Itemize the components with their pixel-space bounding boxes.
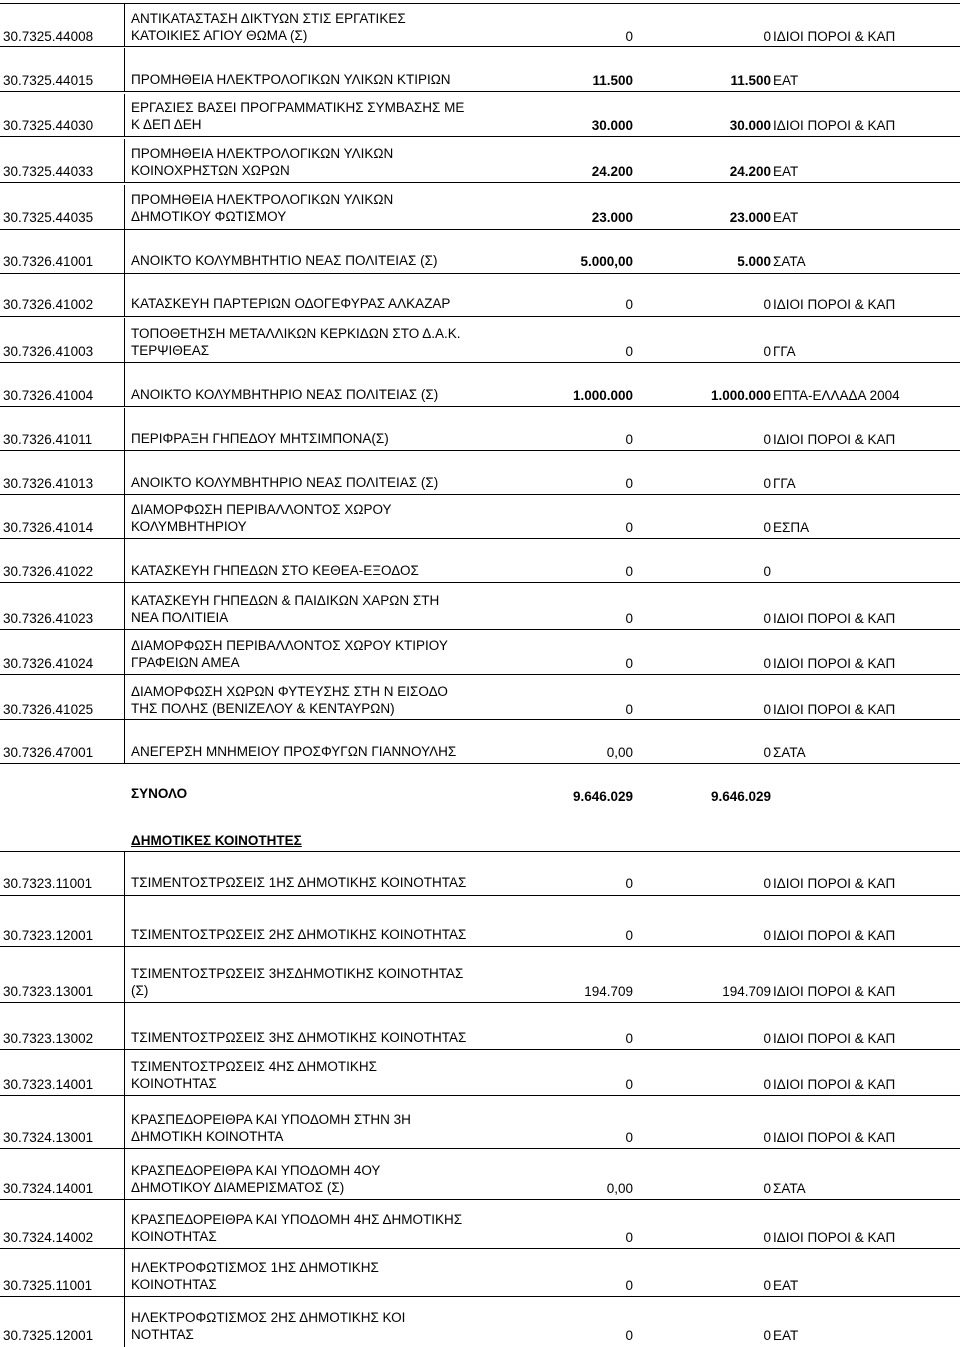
description-line: ΚΟΙΝΟΧΡΗΣΤΩΝ ΧΩΡΩΝ — [131, 163, 290, 178]
description-line: ΔΗΜΟΤΙΚΟΥ ΔΙΑΜΕΡΙΣΜΑΤΟΣ (Σ) — [131, 1180, 345, 1195]
account-code: 30.7325.44015 — [3, 73, 94, 88]
description-line: ΚΡΑΣΠΕΔΟΡΕΙΘΡΑ ΚΑΙ ΥΠΟΔΟΜΗ 4ΗΣ ΔΗΜΟΤΙΚΗΣ — [131, 1212, 463, 1227]
amount-2: 0 — [763, 1130, 771, 1145]
description-line: ΠΡΟΜΗΘΕΙΑ ΗΛΕΚΤΡΟΛΟΓΙΚΩΝ ΥΛΙΚΩΝ — [131, 146, 394, 161]
funding-source: ΕΣΠΑ — [773, 520, 810, 535]
funding-source: ΙΔΙΟΙ ΠΟΡΟΙ & ΚΑΠ — [773, 928, 896, 943]
description-line: ΤΣΙΜΕΝΤΟΣΤΡΩΣΕΙΣ 4ΗΣ ΔΗΜΟΤΙΚΗΣ — [131, 1059, 377, 1074]
description-line: ΤΣΙΜΕΝΤΟΣΤΡΩΣΕΙΣ 1ΗΣ ΔΗΜΟΤΙΚΗΣ ΚΟΙΝΟΤΗΤΑΣ — [131, 875, 467, 890]
description-line: ΤΗΣ ΠΟΛΗΣ (ΒΕΝΙΖΕΛΟΥ & ΚΕΝΤΑΥΡΩΝ) — [131, 701, 395, 716]
amount-2: 0 — [763, 1230, 771, 1245]
funding-source: ΓΓΑ — [773, 344, 796, 359]
amount-1: 5.000,00 — [580, 254, 633, 269]
amount-1: 1.000.000 — [572, 388, 633, 403]
amount-1: 0 — [625, 29, 633, 44]
description-line: ΤΣΙΜΕΝΤΟΣΤΡΩΣΕΙΣ 2ΗΣ ΔΗΜΟΤΙΚΗΣ ΚΟΙΝΟΤΗΤΑΣ — [131, 927, 467, 942]
amount-1: 0 — [625, 1328, 633, 1343]
funding-source: ΙΔΙΟΙ ΠΟΡΟΙ & ΚΑΠ — [773, 297, 896, 312]
funding-source: ΙΔΙΟΙ ΠΟΡΟΙ & ΚΑΠ — [773, 876, 896, 891]
description-line: ΑΝΕΓΕΡΣΗ ΜΝΗΜΕΙΟΥ ΠΡΟΣΦΥΓΩΝ ΓΙΑΝΝΟΥΛΗΣ — [131, 744, 457, 759]
amount-1: 0 — [625, 1278, 633, 1293]
amount-2: 0 — [763, 29, 771, 44]
description-line: ΠΕΡΙΦΡΑΞΗ ΓΗΠΕΔΟΥ ΜΗΤΣΙΜΠΟΝΑ(Σ) — [131, 431, 389, 446]
account-code: 30.7323.11001 — [3, 876, 93, 891]
description-line: ΠΡΟΜΗΘΕΙΑ ΗΛΕΚΤΡΟΛΟΓΙΚΩΝ ΥΛΙΚΩΝ ΚΤΙΡΙΩΝ — [131, 72, 451, 87]
amount-2: 0 — [763, 611, 771, 626]
description-line: ΚΑΤΑΣΚΕΥΗ ΠΑΡΤΕΡΙΩΝ ΟΔΟΓΕΦΥΡΑΣ ΑΛΚΑΖΑΡ — [131, 296, 451, 311]
funding-source: ΙΔΙΟΙ ΠΟΡΟΙ & ΚΑΠ — [773, 118, 896, 133]
account-code: 30.7326.41001 — [3, 254, 94, 269]
description-line: (Σ) — [131, 983, 149, 998]
description-line: ΝΟΤΗΤΑΣ — [131, 1327, 194, 1342]
description-line: ΤΟΠΟΘΕΤΗΣΗ ΜΕΤΑΛΛΙΚΩΝ ΚΕΡΚΙΔΩΝ ΣΤΟ Δ.Α.Κ. — [131, 326, 461, 341]
amount-2: 0 — [763, 702, 771, 717]
amount-2: 194.709 — [722, 984, 771, 999]
account-code: 30.7326.41013 — [3, 476, 94, 491]
account-code: 30.7326.41014 — [3, 520, 94, 535]
description-line: ΚΑΤΑΣΚΕΥΗ ΓΗΠΕΔΩΝ ΣΤΟ ΚΕΘΕΑ-ΕΞΟΔΟΣ — [131, 563, 419, 578]
amount-2: 0 — [763, 1328, 771, 1343]
amount-1: 23.000 — [591, 210, 633, 225]
funding-source: ΙΔΙΟΙ ΠΟΡΟΙ & ΚΑΠ — [773, 1230, 896, 1245]
description-line: ΚΟΙΝΟΤΗΤΑΣ — [131, 1277, 217, 1292]
description-line: ΤΕΡΨΙΘΕΑΣ — [131, 343, 210, 358]
description-line: ΠΡΟΜΗΘΕΙΑ ΗΛΕΚΤΡΟΛΟΓΙΚΩΝ ΥΛΙΚΩΝ — [131, 192, 394, 207]
amount-2: 0 — [763, 928, 771, 943]
description-line: ΑΝΟΙΚΤΟ ΚΟΛΥΜΒΗΤΗΡΙΟ ΝΕΑΣ ΠΟΛΙΤΕΙΑΣ (Σ) — [131, 387, 439, 402]
description-line: ΔΗΜΟΤΙΚΗ ΚΟΙΝΟΤΗΤΑ — [131, 1129, 284, 1144]
account-code: 30.7325.44030 — [3, 118, 94, 133]
funding-source: ΕΑΤ — [773, 1328, 799, 1343]
amount-2: 1.000.000 — [710, 388, 771, 403]
amount-1: 11.500 — [592, 73, 633, 88]
description-line: ΚΡΑΣΠΕΔΟΡΕΙΘΡΑ ΚΑΙ ΥΠΟΔΟΜΗ 4ΟΥ — [131, 1163, 381, 1178]
description-line: ΑΝΟΙΚΤΟ ΚΟΛΥΜΒΗΤΗΡΙΟ ΝΕΑΣ ΠΟΛΙΤΕΙΑΣ (Σ) — [131, 475, 439, 490]
description-line: ΗΛΕΚΤΡΟΦΩΤΙΣΜΟΣ 2ΗΣ ΔΗΜΟΤΙΚΗΣ ΚΟΙ — [131, 1310, 406, 1325]
funding-source: ΙΔΙΟΙ ΠΟΡΟΙ & ΚΑΠ — [773, 1077, 896, 1092]
amount-1: 0 — [625, 476, 633, 491]
account-code: 30.7326.41003 — [3, 344, 94, 359]
account-code: 30.7325.11001 — [3, 1278, 93, 1293]
description-line: ΑΝΟΙΚΤΟ ΚΟΛΥΜΒΗΤΗΤΙΟ ΝΕΑΣ ΠΟΛΙΤΕΙΑΣ (Σ) — [131, 253, 438, 268]
account-code: 30.7325.44008 — [3, 29, 94, 44]
amount-1: 0 — [625, 1130, 633, 1145]
description-line: ΚΡΑΣΠΕΔΟΡΕΙΘΡΑ ΚΑΙ ΥΠΟΔΟΜΗ ΣΤΗΝ 3Η — [131, 1112, 411, 1127]
amount-2: 0 — [763, 745, 771, 760]
amount-1: 0 — [625, 1077, 633, 1092]
description-line: ΚΑΤΑΣΚΕΥΗ ΓΗΠΕΔΩΝ & ΠΑΙΔΙΚΩΝ ΧΑΡΩΝ ΣΤΗ — [131, 593, 440, 608]
account-code: 30.7326.41022 — [3, 564, 94, 579]
funding-source: ΕΑΤ — [773, 73, 799, 88]
amount-1: 0 — [625, 1031, 633, 1046]
account-code: 30.7326.41004 — [3, 388, 94, 403]
amount-1: 0 — [625, 344, 633, 359]
funding-source: ΣΑΤΑ — [773, 745, 806, 760]
amount-1: 0 — [625, 702, 633, 717]
amount-2: 0 — [763, 876, 771, 891]
funding-source: ΙΔΙΟΙ ΠΟΡΟΙ & ΚΑΠ — [773, 702, 896, 717]
account-code: 30.7323.14001 — [3, 1077, 94, 1092]
description-line: ΓΡΑΦΕΙΩΝ ΑΜΕΑ — [131, 655, 240, 670]
description-line: ΚΟΛΥΜΒΗΤΗΡΙΟΥ — [131, 519, 247, 534]
funding-source: ΕΑΤ — [773, 164, 799, 179]
amount-2: 0 — [763, 432, 771, 447]
account-code: 30.7323.12001 — [3, 928, 94, 943]
account-code: 30.7325.44033 — [3, 164, 94, 179]
total-value-1: 9.646.029 — [572, 789, 633, 804]
funding-source: ΙΔΙΟΙ ΠΟΡΟΙ & ΚΑΠ — [773, 1130, 896, 1145]
amount-1: 0 — [625, 611, 633, 626]
amount-2: 0 — [763, 1278, 771, 1293]
funding-source: ΙΔΙΟΙ ΠΟΡΟΙ & ΚΑΠ — [773, 611, 896, 626]
funding-source: ΙΔΙΟΙ ΠΟΡΟΙ & ΚΑΠ — [773, 1031, 896, 1046]
description-line: ΤΣΙΜΕΝΤΟΣΤΡΩΣΕΙΣ 3ΗΣ ΔΗΜΟΤΙΚΗΣ ΚΟΙΝΟΤΗΤΑΣ — [131, 1030, 467, 1045]
amount-2: 0 — [763, 564, 771, 579]
amount-2: 0 — [763, 1181, 771, 1196]
account-code: 30.7326.41024 — [3, 656, 94, 671]
account-code: 30.7323.13001 — [3, 984, 94, 999]
description-line: ΚΑΤΟΙΚΙΕΣ ΑΓΙΟΥ ΘΩΜΑ (Σ) — [131, 28, 308, 43]
account-code: 30.7326.47001 — [3, 745, 94, 760]
amount-2: 30.000 — [729, 118, 771, 133]
funding-source: ΙΔΙΟΙ ΠΟΡΟΙ & ΚΑΠ — [773, 432, 896, 447]
amount-1: 0 — [625, 876, 633, 891]
funding-source: ΣΑΤΑ — [773, 254, 806, 269]
funding-source: ΕΑΤ — [773, 210, 799, 225]
amount-1: 24.200 — [591, 164, 633, 179]
amount-2: 0 — [763, 344, 771, 359]
amount-1: 0 — [625, 656, 633, 671]
description-line: ΗΛΕΚΤΡΟΦΩΤΙΣΜΟΣ 1ΗΣ ΔΗΜΟΤΙΚΗΣ — [131, 1260, 379, 1275]
funding-source: ΙΔΙΟΙ ΠΟΡΟΙ & ΚΑΠ — [773, 29, 896, 44]
description-line: ΔΙΑΜΟΡΦΩΣΗ ΧΩΡΩΝ ΦΥΤΕΥΣΗΣ ΣΤΗ Ν ΕΙΣΟΔΟ — [131, 684, 448, 699]
account-code: 30.7324.14002 — [3, 1230, 94, 1245]
amount-1: 0 — [625, 1230, 633, 1245]
funding-source: ΓΓΑ — [773, 476, 796, 491]
funding-source: ΣΑΤΑ — [773, 1181, 806, 1196]
amount-2: 11.500 — [730, 73, 771, 88]
description-line: ΔΗΜΟΤΙΚΟΥ ΦΩΤΙΣΜΟΥ — [131, 209, 287, 224]
amount-1: 30.000 — [591, 118, 633, 133]
section-heading: ΔΗΜΟΤΙΚΕΣ ΚΟΙΝΟΤΗΤΕΣ — [131, 833, 302, 848]
amount-2: 0 — [763, 476, 771, 491]
description-line: ΕΡΓΑΣΙΕΣ ΒΑΣΕΙ ΠΡΟΓΡΑΜΜΑΤΙΚΗΣ ΣΥΜΒΑΣΗΣ ΜΕ — [131, 100, 465, 115]
description-line: ΔΙΑΜΟΡΦΩΣΗ ΠΕΡΙΒΑΛΛΟΝΤΟΣ ΧΩΡΟΥ ΚΤΙΡΙΟΥ — [131, 638, 448, 653]
amount-2: 5.000 — [737, 254, 771, 269]
project-description — [131, 1309, 405, 1343]
description-line: ΚΟΙΝΟΤΗΤΑΣ — [131, 1076, 217, 1091]
account-code: 30.7326.41002 — [3, 297, 94, 312]
description-line: ΤΣΙΜΕΝΤΟΣΤΡΩΣΕΙΣ 3ΗΣΔΗΜΟΤΙΚΗΣ ΚΟΙΝΟΤΗΤΑΣ — [131, 966, 464, 981]
account-code: 30.7324.13001 — [3, 1130, 94, 1145]
funding-source: ΙΔΙΟΙ ΠΟΡΟΙ & ΚΑΠ — [773, 984, 896, 999]
amount-1: 0,00 — [606, 1181, 633, 1196]
description-line: ΝΕΑ ΠΟΛΙΤΙΕΙΑ — [131, 610, 229, 625]
amount-2: 0 — [763, 520, 771, 535]
account-code: 30.7326.41025 — [3, 702, 94, 717]
amount-1: 0 — [625, 432, 633, 447]
amount-2: 0 — [763, 297, 771, 312]
amount-1: 194.709 — [584, 984, 633, 999]
description-line: ΔΙΑΜΟΡΦΩΣΗ ΠΕΡΙΒΑΛΛΟΝΤΟΣ ΧΩΡΟΥ — [131, 502, 392, 517]
account-code: 30.7325.44035 — [3, 210, 94, 225]
account-code: 30.7323.13002 — [3, 1031, 94, 1046]
amount-2: 0 — [763, 656, 771, 671]
amount-2: 24.200 — [729, 164, 771, 179]
amount-1: 0 — [625, 928, 633, 943]
account-code: 30.7324.14001 — [3, 1181, 94, 1196]
amount-2: 0 — [763, 1077, 771, 1092]
account-code: 30.7325.12001 — [3, 1328, 94, 1343]
description-line: ΑΝΤΙΚΑΤΑΣΤΑΣΗ ΔΙΚΤΥΩΝ ΣΤΙΣ ΕΡΓΑΤΙΚΕΣ — [131, 11, 406, 26]
amount-2: 23.000 — [729, 210, 771, 225]
description-line: ΚΟΙΝΟΤΗΤΑΣ — [131, 1229, 217, 1244]
funding-source: ΙΔΙΟΙ ΠΟΡΟΙ & ΚΑΠ — [773, 656, 896, 671]
total-value-2: 9.646.029 — [710, 789, 771, 804]
account-code: 30.7326.41023 — [3, 611, 94, 626]
amount-1: 0 — [625, 520, 633, 535]
total-label: ΣΥΝΟΛΟ — [131, 786, 188, 801]
amount-1: 0,00 — [606, 745, 633, 760]
funding-source: ΕΠΤΑ-ΕΛΛΑΔΑ 2004 — [773, 388, 900, 403]
account-code: 30.7326.41011 — [3, 432, 93, 447]
description-line: Κ ΔΕΠ ΔΕΗ — [131, 117, 202, 132]
amount-1: 0 — [625, 297, 633, 312]
funding-source: ΕΑΤ — [773, 1278, 799, 1293]
amount-2: 0 — [763, 1031, 771, 1046]
amount-1: 0 — [625, 564, 633, 579]
